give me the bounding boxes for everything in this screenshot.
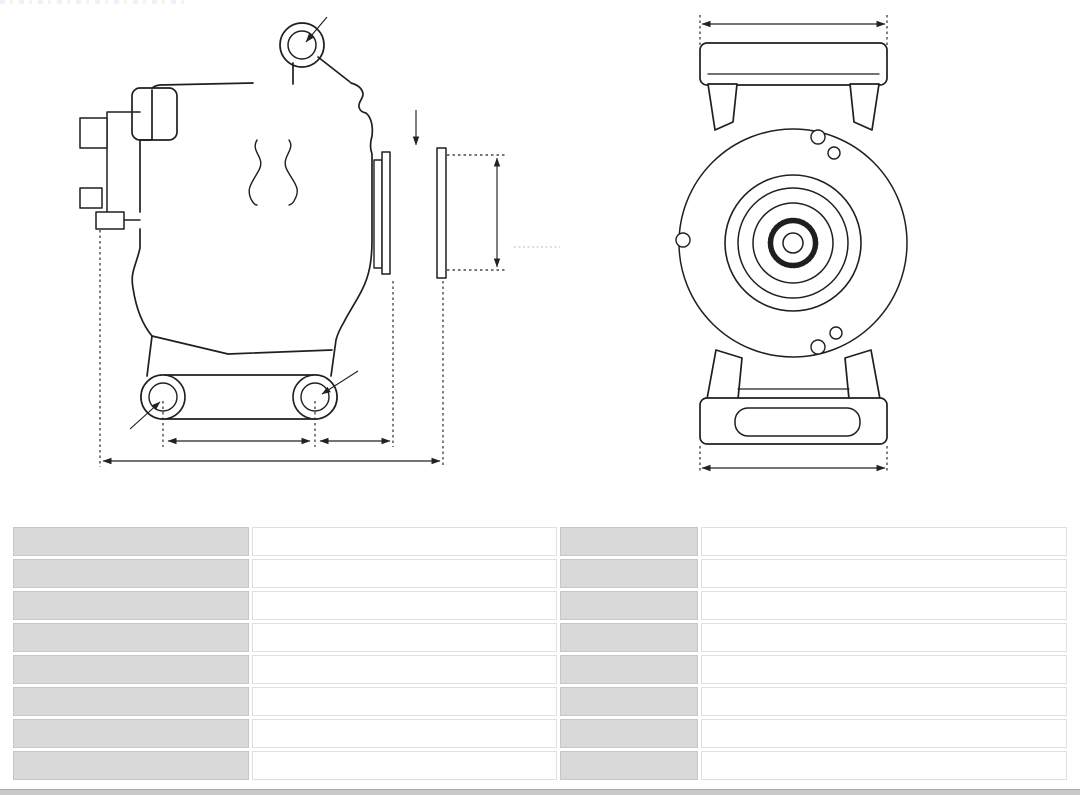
pulley-right-flange	[437, 148, 446, 278]
next-section-edge	[0, 789, 1080, 795]
spec-label	[13, 591, 249, 620]
spec-value	[701, 751, 1067, 780]
table-row	[13, 623, 1067, 652]
spec-label	[560, 527, 698, 556]
spec-label	[560, 751, 698, 780]
table-row	[13, 559, 1067, 588]
front-view	[676, 43, 907, 444]
hub	[725, 175, 861, 311]
spec-value	[701, 687, 1067, 716]
spec-label	[560, 623, 698, 652]
spec-value	[252, 527, 557, 556]
table-row	[13, 687, 1067, 716]
spec-label	[13, 655, 249, 684]
spec-label	[13, 751, 249, 780]
table-row	[13, 527, 1067, 556]
spec-value	[252, 655, 557, 684]
spec-label	[560, 655, 698, 684]
spec-label	[13, 527, 249, 556]
spec-value	[701, 527, 1067, 556]
terminal-stud	[96, 212, 124, 229]
bottom-bracket	[700, 350, 887, 444]
spec-value	[252, 719, 557, 748]
bottom-bracket-slot	[735, 408, 860, 436]
spec-label	[560, 591, 698, 620]
spec-value	[252, 751, 557, 780]
spec-value	[701, 591, 1067, 620]
side-view	[80, 23, 446, 419]
table-row	[13, 751, 1067, 780]
spec-value	[701, 623, 1067, 652]
spec-value	[252, 591, 557, 620]
spec-label	[13, 687, 249, 716]
spec-value	[701, 655, 1067, 684]
spec-value	[252, 559, 557, 588]
spec-table	[10, 524, 1070, 783]
spec-label	[13, 719, 249, 748]
spec-value	[252, 623, 557, 652]
spec-label	[560, 719, 698, 748]
table-row	[13, 719, 1067, 748]
spec-label	[560, 687, 698, 716]
spec-value	[252, 687, 557, 716]
pulley-left-flange	[382, 152, 390, 274]
shaft-bore	[783, 233, 803, 253]
table-row	[13, 655, 1067, 684]
spec-label	[13, 623, 249, 652]
top-bracket	[700, 43, 887, 130]
table-row	[13, 591, 1067, 620]
spec-value	[701, 559, 1067, 588]
spec-label	[560, 559, 698, 588]
spec-label	[13, 559, 249, 588]
spec-value	[701, 719, 1067, 748]
